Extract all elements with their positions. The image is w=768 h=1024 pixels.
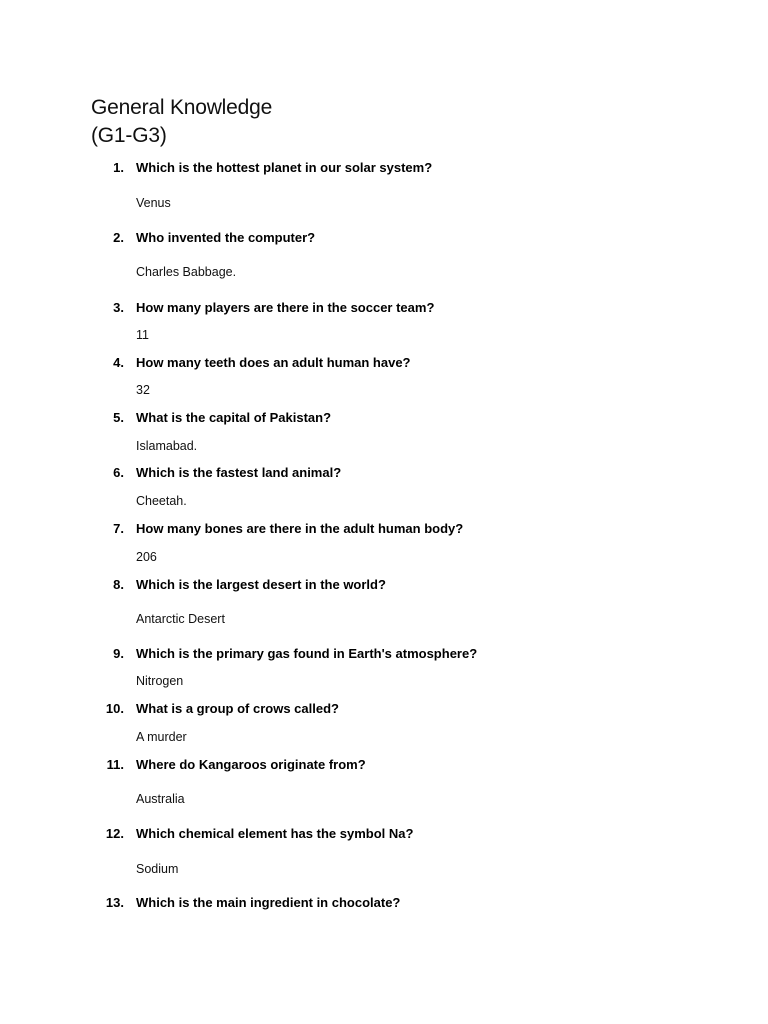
question-text: Which chemical element has the symbol Na? bbox=[136, 826, 414, 841]
question-number: 8. bbox=[113, 577, 124, 592]
question-text: Which is the largest desert in the world? bbox=[136, 577, 386, 592]
question-number: 13. bbox=[105, 895, 124, 910]
question-number: 7. bbox=[113, 521, 124, 536]
question-text: What is a group of crows called? bbox=[136, 701, 339, 716]
answer-text: Venus bbox=[136, 196, 171, 210]
question-number: 2. bbox=[113, 230, 124, 245]
question-number: 1. bbox=[113, 160, 124, 175]
question-text: Which is the primary gas found in Earth's atmosphere? bbox=[136, 646, 478, 661]
question-number: 12. bbox=[105, 826, 124, 841]
answer-text: 11 bbox=[136, 328, 149, 342]
question-text: What is the capital of Pakistan? bbox=[136, 410, 332, 425]
document-title: General Knowledge bbox=[91, 96, 273, 119]
answer-text: Nitrogen bbox=[136, 674, 184, 688]
answer-text: 32 bbox=[136, 383, 150, 397]
answer-text: Antarctic Desert bbox=[136, 612, 225, 626]
question-number: 3. bbox=[113, 300, 124, 315]
question-text: Which is the main ingredient in chocolate? bbox=[136, 895, 401, 910]
answer-text: Islamabad. bbox=[136, 439, 198, 453]
answer-text: Charles Babbage. bbox=[136, 265, 237, 279]
question-number: 10. bbox=[105, 701, 124, 716]
question-text: Where do Kangaroos originate from? bbox=[136, 757, 366, 772]
answer-text: A murder bbox=[136, 730, 187, 744]
question-number: 5. bbox=[113, 410, 124, 425]
question-text: Which is the hottest planet in our solar system? bbox=[136, 160, 433, 175]
answer-text: Sodium bbox=[136, 862, 179, 876]
answer-text: Cheetah. bbox=[136, 494, 187, 508]
answer-text: 206 bbox=[136, 550, 157, 564]
answer-text: Australia bbox=[136, 792, 185, 806]
question-text: How many teeth does an adult human have? bbox=[136, 355, 411, 370]
question-text: Which is the fastest land animal? bbox=[136, 465, 342, 480]
question-text: How many bones are there in the adult human body? bbox=[136, 521, 464, 536]
document-subtitle: (G1-G3) bbox=[91, 124, 167, 147]
question-text: Who invented the computer? bbox=[136, 230, 316, 245]
question-text: How many players are there in the soccer team? bbox=[136, 300, 435, 315]
question-number: 11. bbox=[106, 757, 124, 772]
question-number: 9. bbox=[113, 646, 124, 661]
question-number: 6. bbox=[113, 465, 124, 480]
question-number: 4. bbox=[113, 355, 124, 370]
